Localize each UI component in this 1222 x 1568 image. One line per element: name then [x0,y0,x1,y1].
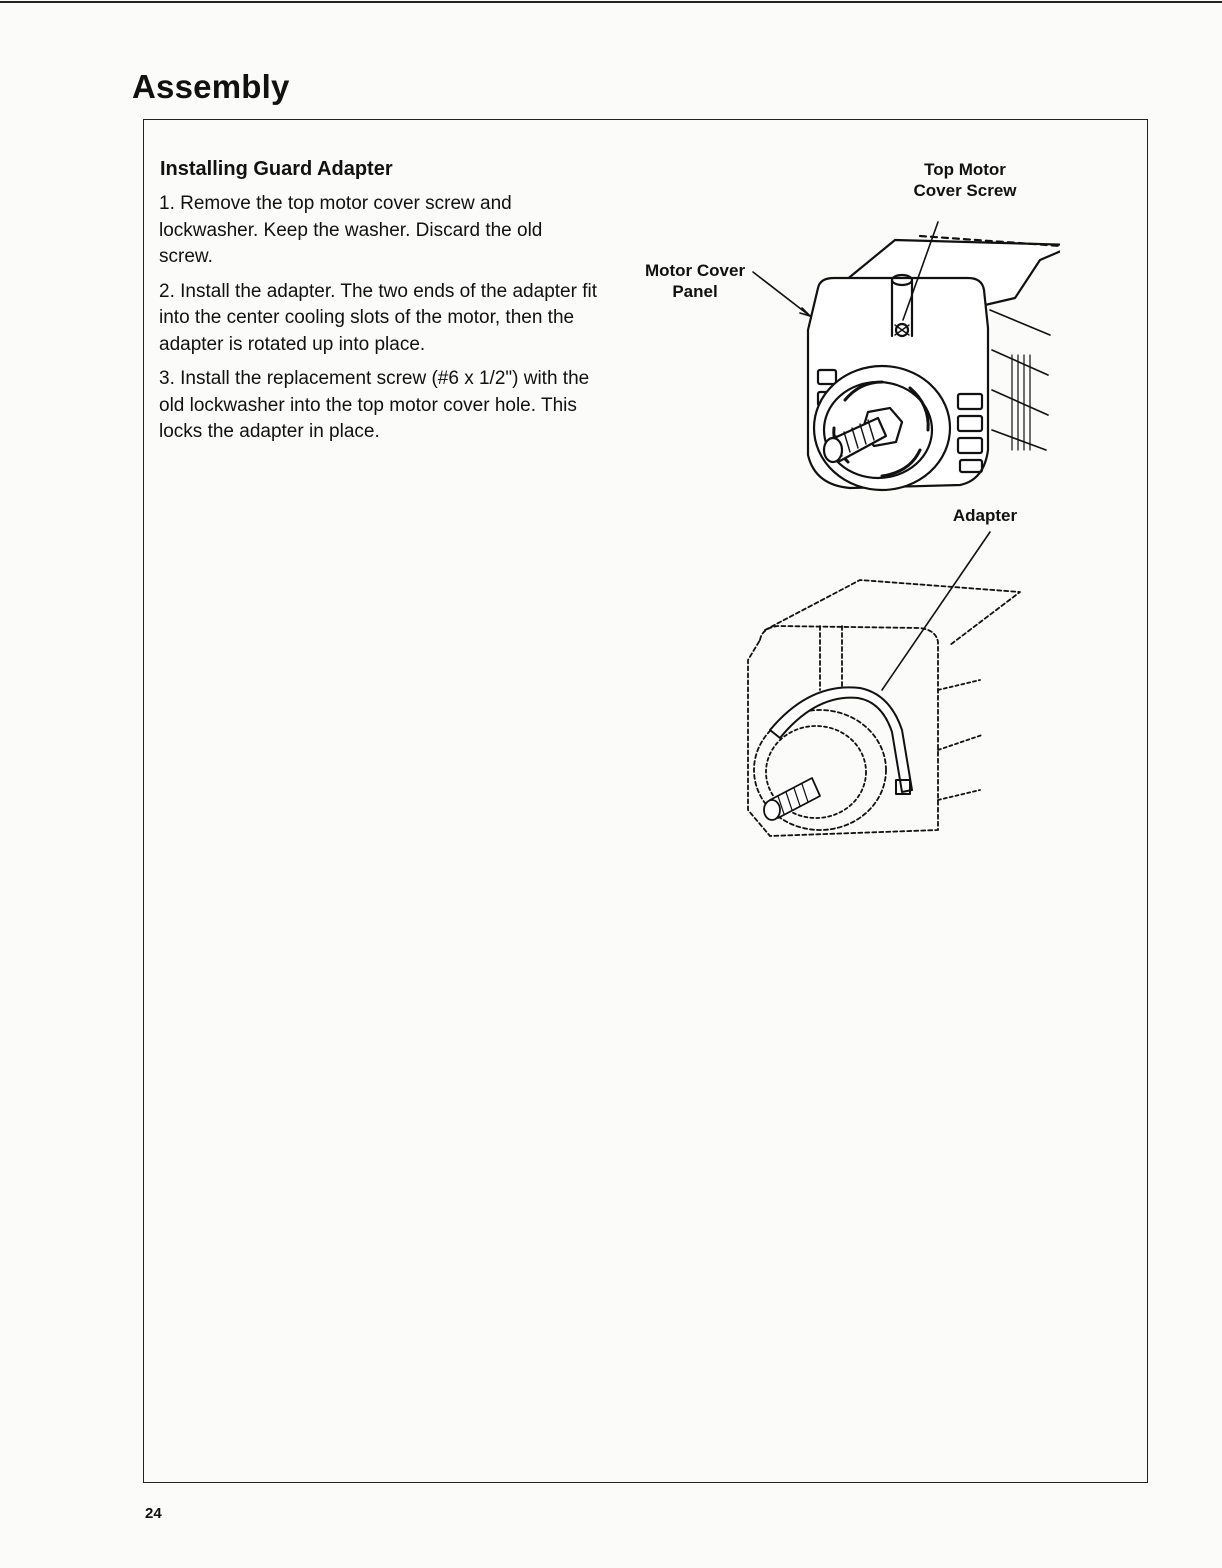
callout-top-motor-cover-screw: Top Motor Cover Screw [913,160,1017,200]
motor-illustration [620,150,1060,850]
callout-motor-cover-panel: Motor Cover Panel [644,261,746,301]
step-3: 3. Install the replacement screw (#6 x 1/2") with the old lockwasher into the top motor cover hole. This locks the adapter in place. [159,368,590,442]
section-title: Installing Guard Adapter [160,158,393,180]
motor-drawing [753,222,1060,490]
step-1: 1. Remove the top motor cover screw and lockwasher. Keep the washer. Discard the old screw. [159,193,543,267]
adapter-drawing [748,532,1020,836]
page-title: Assembly [132,68,290,105]
step-2: 2. Install the adapter. The two ends of the adapter fit into the center cooling slots of the motor, then the adapter is rotated up into place. [159,280,597,355]
top-rule [0,1,1222,3]
page-number: 24 [145,1505,162,1522]
instruction-steps [159,191,599,454]
callout-adapter: Adapter [952,506,1018,525]
